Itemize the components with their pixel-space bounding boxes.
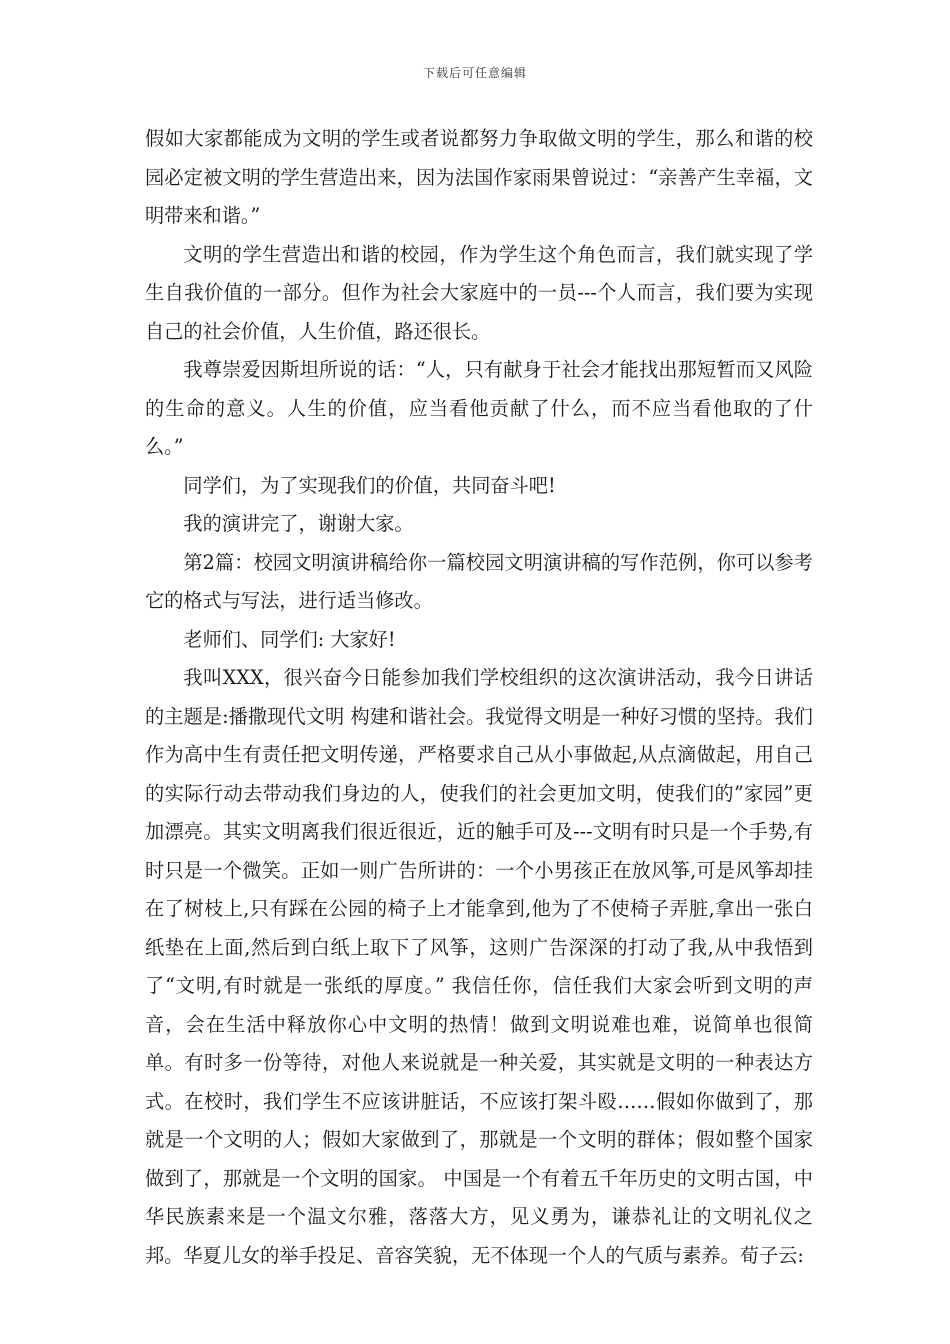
paragraph-4: 同学们，为了实现我们的价值，共同奋斗吧!: [183, 473, 556, 497]
paragraph-2: 文明的学生营造出和谐的校园，作为学生这个角色而言，我们就实现了学生自我价值的一部分。但作为社会大家庭中的一员---个人而言，我们要为实现自己的社会价值，人生价值，路还很长。: [145, 242, 813, 343]
paragraph-6-section-heading: 第2篇：校园文明演讲稿给你一篇校园文明演讲稿的写作范例，你可以参考它的格式与写法，进行适当修改。: [145, 550, 813, 612]
paragraph-1: 假如大家都能成为文明的学生或者说都努力争取做文明的学生，那么和谐的校园必定被文明的学生营造出来，因为法国作家雨果曾说过：“亲善产生幸福，文明带来和谐。”: [145, 127, 813, 227]
paragraph-5: 我的演讲完了，谢谢大家。: [183, 512, 414, 535]
document-body: [145, 120, 813, 1275]
page-header: 下载后可任意编辑: [422, 66, 527, 80]
paragraph-8: 我叫XXX，很兴奋今日能参加我们学校组织的这次演讲活动，我今日讲话的主题是:播撒现代文明 构建和谐社会。我觉得文明是一种好习惯的坚持。我们作为高中生有责任把文明传递，严格要求自己从小事做起,从点滴做起，用自己的实际行动去带动我们身边的人，使我们的社会更加文明，使我们的”家园”更加漂亮。其实文明离我们很近很近，近的触手可及---文明有时只是一个手势,有时只是一个微笑。正如一则广告所讲的：一个小男孩正在放风筝,可是风筝却挂在了树枝上,只有踩在公园的椅子上才能拿到,他为了不使椅子弄脏,拿出一张白纸垫在上面,然后到白纸上取下了风筝，这则广告深深的打动了我,从中我悟到了“文明,有时就是一张纸的厚度。” 我信任你，信任我们大家会听到文明的声音，会在生活中释放你心中文明的热情！做到文明说难也难，说简单也很简单。有时多一份等待，对他人来说就是一种关爱，其实就是文明的一种表达方式。在校时，我们学生不应该讲脏话，不应该打架斗殴……假如你做到了，那就是一个文明的人；假如大家做到了，那就是一个文明的群体；假如整个国家做到了，那就是一个文明的国家。 中国是一个有着五千年历史的文明古国，中华民族素来是一个温文尔雅，落落大方，见义勇为，谦恭礼让的文明礼仪之邦。华夏儿女的举手投足、音容笑貌，无不体现一个人的气质与素养。荀子云:: [145, 666, 813, 1267]
paragraph-3: 我尊崇爱因斯坦所说的话：“人，只有献身于社会才能找出那短暂而又风险的生命的意义。人生的价值，应当看他贡献了什么，而不应当看他取的了什么。”: [145, 358, 813, 458]
paragraph-7-salutation: 老师们、同学们: 大家好!: [183, 627, 396, 651]
